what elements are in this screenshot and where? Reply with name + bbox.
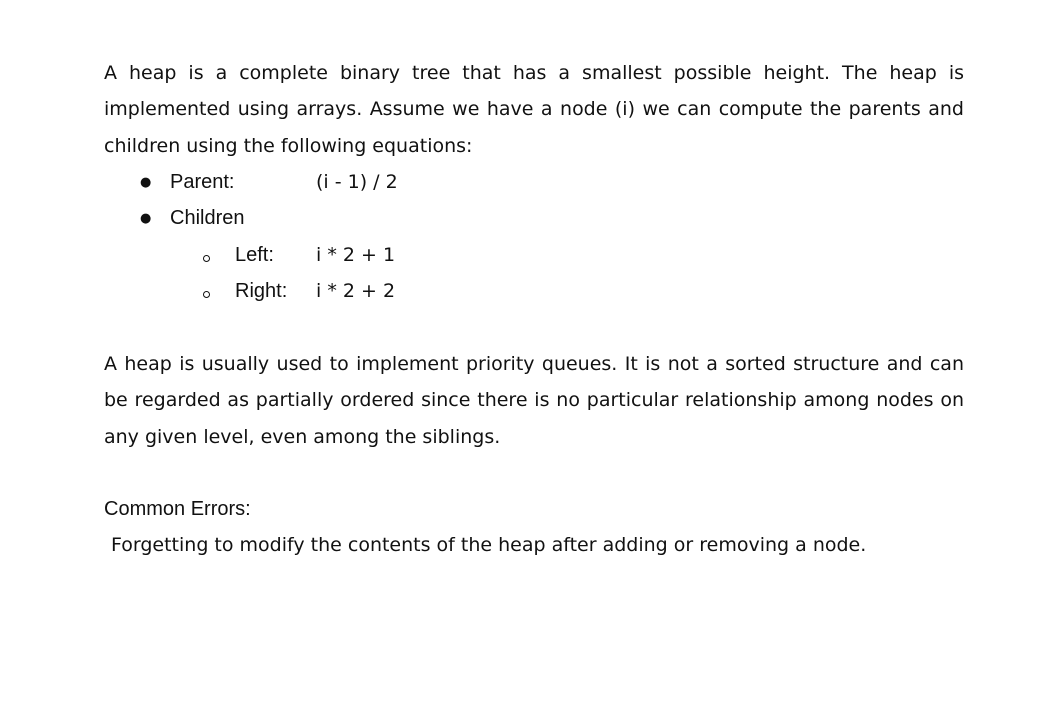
children-label: Children xyxy=(170,207,245,229)
bullet-children: ● xyxy=(140,211,152,226)
common-errors-heading: Common Errors: xyxy=(104,498,251,520)
parent-formula: (i - 1) / 2 xyxy=(316,171,398,193)
parent-label: Parent: xyxy=(170,171,235,193)
right-label: Right: xyxy=(235,280,288,302)
intro-paragraph: A heap is a complete binary tree that has a smallest possible height. The heap is implemented using arrays. Assume we have a node (i) we can compute the parents and children using the following equations: xyxy=(104,62,964,157)
left-formula: i * 2 + 1 xyxy=(316,244,396,266)
common-errors-text: Forgetting to modify the contents of the heap after adding or removing a node. xyxy=(111,534,867,556)
right-formula: i * 2 + 2 xyxy=(316,280,396,302)
left-label: Left: xyxy=(235,244,274,266)
sub-bullet-left xyxy=(203,255,210,262)
usage-paragraph: A heap is usually used to implement priority queues. It is not a sorted structure and can be regarded as partially ordered since there is no particular relationship among nodes on any given level, even among the siblings. xyxy=(104,353,964,448)
sub-bullet-right xyxy=(203,291,210,298)
bullet-parent: ● xyxy=(140,175,152,190)
